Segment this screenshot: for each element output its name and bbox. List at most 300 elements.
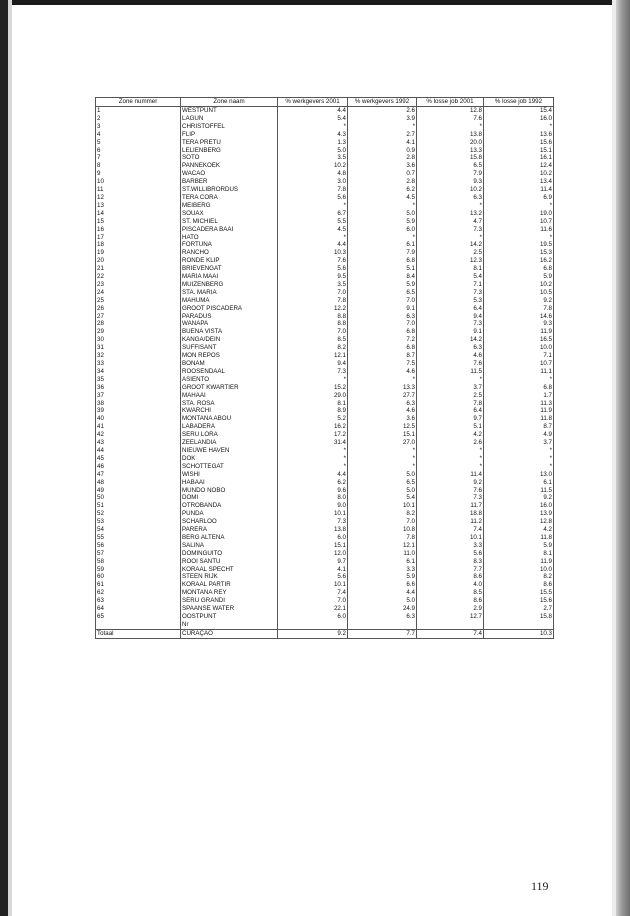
zone-name-cell: SALINA [181, 542, 278, 550]
zone-name-cell: BERG ALTENA [181, 534, 278, 542]
zone-number-cell: 56 [96, 542, 181, 550]
table-row [96, 573, 554, 581]
table-row [96, 249, 554, 257]
casual-job-2001-cell: 10.1 [417, 534, 484, 542]
zone-number-cell: 32 [96, 352, 181, 360]
casual-job-2001-cell: 2.6 [417, 439, 484, 447]
zone-number-cell: 46 [96, 463, 181, 471]
total-casual-job-2001: 7.4 [417, 629, 484, 638]
employers-1992-cell: 4.6 [348, 368, 417, 376]
zone-number-cell: 4 [96, 131, 181, 139]
employers-2001-cell: 8.9 [278, 407, 348, 415]
zone-number-cell: 35 [96, 376, 181, 384]
employers-2001-cell: 29.0 [278, 392, 348, 400]
zone-number-cell: 39 [96, 407, 181, 415]
employers-1992-cell: 6.8 [348, 344, 417, 352]
casual-job-2001-cell: 11.4 [417, 471, 484, 479]
header-employers-1992: % werkgevers 1992 [348, 98, 417, 107]
table-row [96, 455, 554, 463]
zone-name-cell: RANCHO [181, 249, 278, 257]
casual-job-2001-cell: 5.6 [417, 550, 484, 558]
employers-1992-cell: 3.6 [348, 415, 417, 423]
casual-job-1992-cell: 11.1 [484, 368, 554, 376]
zone-name-cell: STA. ROSA [181, 400, 278, 408]
employers-2001-cell: 8.5 [278, 336, 348, 344]
zone-number-cell: 28 [96, 320, 181, 328]
employers-2001-cell: 7.8 [278, 297, 348, 305]
employers-2001-cell: 9.4 [278, 360, 348, 368]
zone-name-cell: PARERA [181, 526, 278, 534]
employers-2001-cell: 13.8 [278, 526, 348, 534]
zone-name-cell: PUNDA [181, 510, 278, 518]
zone-number-cell: 42 [96, 431, 181, 439]
employers-1992-cell: 10.8 [348, 526, 417, 534]
employers-1992-cell: 9.1 [348, 305, 417, 313]
employers-2001-cell: 3.5 [278, 281, 348, 289]
table-row [96, 621, 554, 629]
employers-2001-cell: 9.0 [278, 502, 348, 510]
table-row [96, 241, 554, 249]
zone-number-cell: 14 [96, 210, 181, 218]
zone-name-cell: Nr [181, 621, 278, 629]
zone-name-cell: MON REPOS [181, 352, 278, 360]
casual-job-2001-cell: 7.6 [417, 360, 484, 368]
casual-job-1992-cell: 15.8 [484, 613, 554, 621]
casual-job-2001-cell: 9.2 [417, 479, 484, 487]
employers-2001-cell: 7.0 [278, 597, 348, 605]
employers-1992-cell: 10.1 [348, 502, 417, 510]
table-row [96, 605, 554, 613]
zone-number-cell: 22 [96, 273, 181, 281]
casual-job-1992-cell: 9.3 [484, 320, 554, 328]
employers-1992-cell: 7.8 [348, 534, 417, 542]
zone-number-cell: 37 [96, 392, 181, 400]
employers-1992-cell: * [348, 202, 417, 210]
zone-name-cell: ZEELANDIA [181, 439, 278, 447]
table-row [96, 265, 554, 273]
casual-job-2001-cell: 4.7 [417, 218, 484, 226]
zone-number-cell: 58 [96, 558, 181, 566]
scan-edge-left-shade [8, 0, 12, 916]
casual-job-1992-cell: 5.9 [484, 273, 554, 281]
casual-job-2001-cell: 10.2 [417, 186, 484, 194]
total-casual-job-1992: 10.3 [484, 629, 554, 638]
zone-number-cell: 47 [96, 471, 181, 479]
employers-2001-cell: 8.8 [278, 313, 348, 321]
casual-job-1992-cell: 16.1 [484, 154, 554, 162]
casual-job-2001-cell: * [417, 123, 484, 131]
zone-statistics-table [95, 97, 554, 639]
zone-number-cell: 15 [96, 218, 181, 226]
table-row [96, 336, 554, 344]
employers-2001-cell: 5.2 [278, 415, 348, 423]
table-row [96, 423, 554, 431]
zone-number-cell: 5 [96, 139, 181, 147]
zone-name-cell: OTROBANDA [181, 502, 278, 510]
employers-2001-cell: * [278, 234, 348, 242]
employers-2001-cell: 4.8 [278, 170, 348, 178]
casual-job-2001-cell: 2.5 [417, 249, 484, 257]
zone-number-cell: 19 [96, 249, 181, 257]
total-employers-2001: 9.2 [278, 629, 348, 638]
table-row [96, 344, 554, 352]
table-row [96, 320, 554, 328]
table-row [96, 139, 554, 147]
scan-edge-right [616, 0, 630, 916]
casual-job-2001-cell: 8.3 [417, 558, 484, 566]
employers-2001-cell: 9.5 [278, 273, 348, 281]
employers-1992-cell: 4.1 [348, 139, 417, 147]
employers-2001-cell: 15.2 [278, 384, 348, 392]
casual-job-2001-cell: 7.8 [417, 400, 484, 408]
zone-number-cell: 2 [96, 115, 181, 123]
zone-name-cell: MAHUMA [181, 297, 278, 305]
casual-job-1992-cell: 13.0 [484, 471, 554, 479]
zone-number-cell: 41 [96, 423, 181, 431]
table-row [96, 502, 554, 510]
casual-job-1992-cell: * [484, 447, 554, 455]
casual-job-2001-cell: 14.2 [417, 241, 484, 249]
table-row [96, 131, 554, 139]
casual-job-2001-cell: 3.7 [417, 384, 484, 392]
table-row [96, 170, 554, 178]
casual-job-2001-cell [417, 621, 484, 629]
employers-1992-cell: 5.0 [348, 471, 417, 479]
casual-job-2001-cell: 9.3 [417, 178, 484, 186]
casual-job-2001-cell: 14.2 [417, 336, 484, 344]
zone-name-cell: NIEUWE HAVEN [181, 447, 278, 455]
total-zone-name: CURAÇAO [181, 629, 278, 638]
employers-1992-cell: * [348, 447, 417, 455]
employers-1992-cell: 4.6 [348, 407, 417, 415]
casual-job-1992-cell: 11.4 [484, 186, 554, 194]
casual-job-2001-cell: 11.7 [417, 502, 484, 510]
table-row [96, 510, 554, 518]
zone-number-cell: 10 [96, 178, 181, 186]
zone-number-cell: 60 [96, 573, 181, 581]
employers-2001-cell: 22.1 [278, 605, 348, 613]
table-row [96, 154, 554, 162]
employers-1992-cell: 3.6 [348, 162, 417, 170]
casual-job-2001-cell: 8.5 [417, 589, 484, 597]
casual-job-2001-cell: 9.4 [417, 313, 484, 321]
employers-1992-cell [348, 621, 417, 629]
zone-number-cell: 30 [96, 336, 181, 344]
casual-job-2001-cell: 11.2 [417, 518, 484, 526]
zone-number-cell: 9 [96, 170, 181, 178]
employers-1992-cell: * [348, 455, 417, 463]
zone-number-cell [96, 621, 181, 629]
employers-2001-cell: 9.7 [278, 558, 348, 566]
casual-job-1992-cell: 16.5 [484, 336, 554, 344]
casual-job-1992-cell: 10.5 [484, 289, 554, 297]
zone-number-cell: 13 [96, 202, 181, 210]
casual-job-1992-cell: 4.2 [484, 526, 554, 534]
scan-edge-left [0, 0, 8, 916]
zone-number-cell: 18 [96, 241, 181, 249]
casual-job-2001-cell: 7.7 [417, 566, 484, 574]
table-row [96, 368, 554, 376]
zone-number-cell: 43 [96, 439, 181, 447]
casual-job-1992-cell: 11.9 [484, 328, 554, 336]
employers-1992-cell: * [348, 234, 417, 242]
casual-job-2001-cell: * [417, 202, 484, 210]
zone-number-cell: 62 [96, 589, 181, 597]
zone-name-cell: MUNDO NOBO [181, 487, 278, 495]
zone-name-cell: STA. MARIA [181, 289, 278, 297]
employers-1992-cell: * [348, 463, 417, 471]
zone-name-cell: ASIENTO [181, 376, 278, 384]
casual-job-1992-cell: 12.4 [484, 162, 554, 170]
zone-name-cell: DOK [181, 455, 278, 463]
zone-name-cell: DOMINGUITO [181, 550, 278, 558]
zone-number-cell: 27 [96, 313, 181, 321]
employers-1992-cell: 8.4 [348, 273, 417, 281]
employers-1992-cell: 5.0 [348, 487, 417, 495]
table-row [96, 281, 554, 289]
scan-edge-right-shade [612, 0, 616, 916]
employers-2001-cell: 7.0 [278, 289, 348, 297]
employers-2001-cell: 1.3 [278, 139, 348, 147]
casual-job-1992-cell: 6.1 [484, 479, 554, 487]
casual-job-2001-cell: 9.1 [417, 328, 484, 336]
casual-job-1992-cell: 3.7 [484, 439, 554, 447]
table-row [96, 392, 554, 400]
zone-number-cell: 34 [96, 368, 181, 376]
zone-name-cell: BONAM [181, 360, 278, 368]
casual-job-1992-cell: 10.7 [484, 360, 554, 368]
employers-1992-cell: 7.0 [348, 320, 417, 328]
zone-number-cell: 6 [96, 147, 181, 155]
employers-2001-cell: 8.0 [278, 494, 348, 502]
employers-1992-cell: 7.0 [348, 297, 417, 305]
zone-name-cell: FORTUNA [181, 241, 278, 249]
casual-job-1992-cell: * [484, 455, 554, 463]
employers-2001-cell: 8.2 [278, 344, 348, 352]
casual-job-2001-cell: 5.1 [417, 423, 484, 431]
employers-1992-cell: * [348, 376, 417, 384]
zone-name-cell: ROOSENDAAL [181, 368, 278, 376]
zone-number-cell: 63 [96, 597, 181, 605]
zone-number-cell: 48 [96, 479, 181, 487]
zone-number-cell: 49 [96, 487, 181, 495]
casual-job-2001-cell: 20.0 [417, 139, 484, 147]
employers-2001-cell: 12.0 [278, 550, 348, 558]
total-label: Totaal [96, 629, 181, 638]
table-row [96, 431, 554, 439]
zone-name-cell: SOUAX [181, 210, 278, 218]
casual-job-2001-cell: * [417, 234, 484, 242]
table-row [96, 589, 554, 597]
table-row [96, 107, 554, 115]
casual-job-2001-cell: 5.3 [417, 297, 484, 305]
employers-1992-cell: 4.5 [348, 194, 417, 202]
zone-number-cell: 33 [96, 360, 181, 368]
casual-job-1992-cell: 10.2 [484, 281, 554, 289]
zone-number-cell: 31 [96, 344, 181, 352]
employers-2001-cell: 6.7 [278, 210, 348, 218]
employers-1992-cell: 2.8 [348, 154, 417, 162]
zone-name-cell: PANNEKOEK [181, 162, 278, 170]
casual-job-1992-cell: 11.8 [484, 534, 554, 542]
casual-job-2001-cell: 6.3 [417, 194, 484, 202]
casual-job-2001-cell: 12.7 [417, 613, 484, 621]
casual-job-2001-cell: 7.1 [417, 281, 484, 289]
employers-2001-cell: 9.6 [278, 487, 348, 495]
casual-job-1992-cell: 5.9 [484, 542, 554, 550]
employers-1992-cell: 7.9 [348, 249, 417, 257]
employers-1992-cell: 5.9 [348, 573, 417, 581]
employers-2001-cell: 7.3 [278, 518, 348, 526]
table-row [96, 147, 554, 155]
casual-job-2001-cell: 8.6 [417, 597, 484, 605]
zone-name-cell: WESTPUNT [181, 107, 278, 115]
employers-2001-cell: 7.6 [278, 257, 348, 265]
employers-2001-cell: 10.1 [278, 510, 348, 518]
employers-2001-cell: 3.5 [278, 154, 348, 162]
employers-2001-cell: * [278, 463, 348, 471]
zone-name-cell: HATO [181, 234, 278, 242]
employers-1992-cell: 5.9 [348, 281, 417, 289]
employers-1992-cell: 7.5 [348, 360, 417, 368]
zone-name-cell: SUFFISANT [181, 344, 278, 352]
casual-job-1992-cell: 19.5 [484, 241, 554, 249]
zone-number-cell: 40 [96, 415, 181, 423]
casual-job-1992-cell: 11.9 [484, 407, 554, 415]
zone-name-cell: RONDE KLIP [181, 257, 278, 265]
zone-number-cell: 24 [96, 289, 181, 297]
zone-name-cell: OOSTPUNT [181, 613, 278, 621]
table-row [96, 479, 554, 487]
zone-name-cell: BUENA VISTA [181, 328, 278, 336]
table-header-row [96, 98, 554, 107]
casual-job-2001-cell: 7.6 [417, 115, 484, 123]
casual-job-1992-cell: * [484, 376, 554, 384]
table-row [96, 581, 554, 589]
zone-name-cell: WISHI [181, 471, 278, 479]
casual-job-1992-cell: 13.9 [484, 510, 554, 518]
casual-job-1992-cell: 19.0 [484, 210, 554, 218]
casual-job-1992-cell: 8.6 [484, 581, 554, 589]
employers-1992-cell: 5.1 [348, 265, 417, 273]
employers-1992-cell: 15.1 [348, 431, 417, 439]
employers-2001-cell: * [278, 202, 348, 210]
employers-2001-cell: 4.4 [278, 107, 348, 115]
casual-job-1992-cell: 10.7 [484, 218, 554, 226]
zone-number-cell: 8 [96, 162, 181, 170]
casual-job-1992-cell: * [484, 463, 554, 471]
casual-job-2001-cell: 4.2 [417, 431, 484, 439]
zone-number-cell: 12 [96, 194, 181, 202]
zone-name-cell: LAGUN [181, 115, 278, 123]
zone-number-cell: 20 [96, 257, 181, 265]
table-row [96, 518, 554, 526]
casual-job-2001-cell: 6.4 [417, 305, 484, 313]
casual-job-1992-cell: 10.0 [484, 566, 554, 574]
employers-1992-cell: 8.7 [348, 352, 417, 360]
header-zone-name: Zone naam [181, 98, 278, 107]
casual-job-2001-cell: 8.6 [417, 573, 484, 581]
employers-2001-cell: 5.4 [278, 115, 348, 123]
table-row [96, 415, 554, 423]
table-row [96, 526, 554, 534]
employers-1992-cell: * [348, 123, 417, 131]
casual-job-2001-cell: 15.8 [417, 154, 484, 162]
casual-job-1992-cell: 9.2 [484, 494, 554, 502]
table-row [96, 487, 554, 495]
zone-name-cell: SERU GRANDI [181, 597, 278, 605]
table-row [96, 597, 554, 605]
zone-name-cell: KORAAL SPECHT [181, 566, 278, 574]
table-row [96, 613, 554, 621]
casual-job-1992-cell: 15.4 [484, 107, 554, 115]
employers-2001-cell: 7.4 [278, 589, 348, 597]
page-number: 119 [531, 879, 549, 893]
casual-job-2001-cell: * [417, 447, 484, 455]
table-row [96, 376, 554, 384]
employers-2001-cell: * [278, 123, 348, 131]
casual-job-2001-cell: 7.6 [417, 487, 484, 495]
table-row [96, 494, 554, 502]
zone-name-cell: SOTO [181, 154, 278, 162]
table-row [96, 218, 554, 226]
employers-1992-cell: 7.2 [348, 336, 417, 344]
casual-job-1992-cell: 15.5 [484, 589, 554, 597]
employers-1992-cell: 5.9 [348, 218, 417, 226]
zone-number-cell: 45 [96, 455, 181, 463]
zone-name-cell: HABAAI [181, 479, 278, 487]
employers-1992-cell: 2.6 [348, 107, 417, 115]
zone-number-cell: 52 [96, 510, 181, 518]
employers-1992-cell: 5.0 [348, 597, 417, 605]
employers-1992-cell: 3.9 [348, 115, 417, 123]
table-row [96, 115, 554, 123]
employers-1992-cell: 4.4 [348, 589, 417, 597]
zone-name-cell: GROOT KWARTIER [181, 384, 278, 392]
employers-1992-cell: 13.3 [348, 384, 417, 392]
casual-job-1992-cell: 4.9 [484, 431, 554, 439]
casual-job-2001-cell: 12.8 [417, 107, 484, 115]
casual-job-1992-cell: 7.1 [484, 352, 554, 360]
employers-1992-cell: 6.2 [348, 186, 417, 194]
casual-job-2001-cell: 7.3 [417, 320, 484, 328]
table-row [96, 384, 554, 392]
total-employers-1992: 7.7 [348, 629, 417, 638]
casual-job-1992-cell: 15.1 [484, 147, 554, 155]
table-row [96, 202, 554, 210]
table-row [96, 558, 554, 566]
table-row [96, 226, 554, 234]
table-row [96, 463, 554, 471]
zone-name-cell: SCHARLOO [181, 518, 278, 526]
employers-2001-cell: 7.8 [278, 186, 348, 194]
casual-job-1992-cell: 9.2 [484, 297, 554, 305]
employers-2001-cell: 10.3 [278, 249, 348, 257]
casual-job-1992-cell: 13.4 [484, 178, 554, 186]
zone-name-cell: MARIA MAAI [181, 273, 278, 281]
employers-2001-cell: 31.4 [278, 439, 348, 447]
zone-name-cell: BRIEVENGAT [181, 265, 278, 273]
casual-job-1992-cell: 11.6 [484, 226, 554, 234]
table-row [96, 289, 554, 297]
casual-job-2001-cell: 7.3 [417, 289, 484, 297]
casual-job-2001-cell: 7.9 [417, 170, 484, 178]
casual-job-1992-cell: 15.3 [484, 249, 554, 257]
casual-job-2001-cell: 13.3 [417, 147, 484, 155]
employers-1992-cell: 2.7 [348, 131, 417, 139]
employers-2001-cell: 12.2 [278, 305, 348, 313]
casual-job-2001-cell: 12.3 [417, 257, 484, 265]
